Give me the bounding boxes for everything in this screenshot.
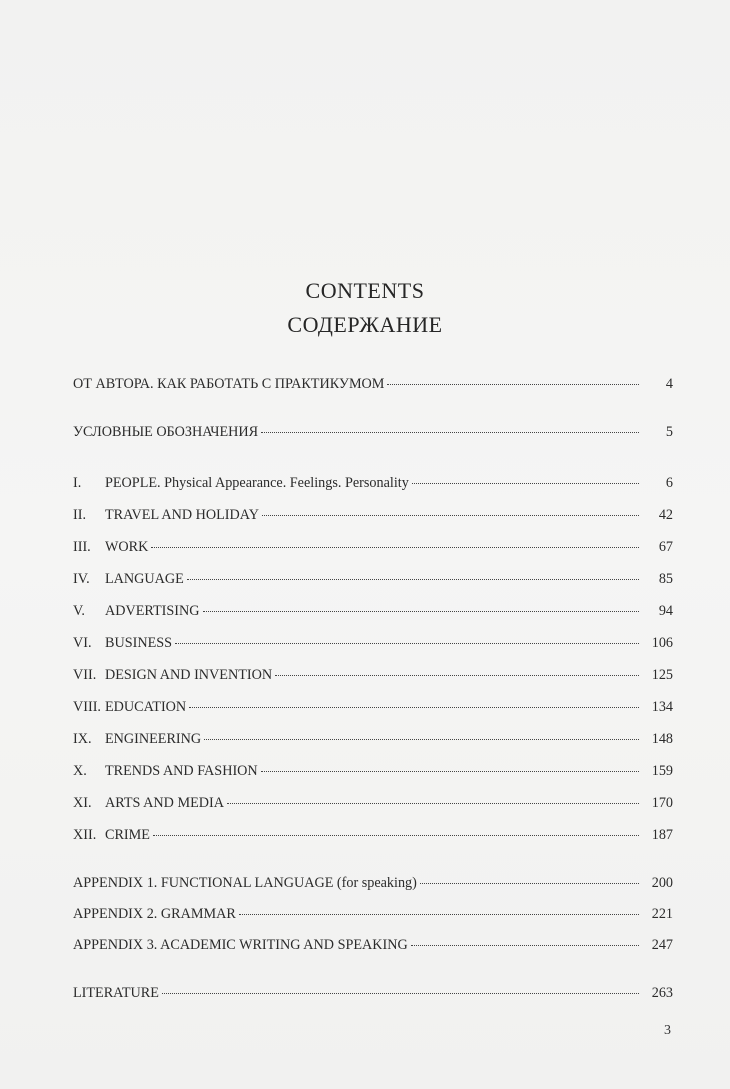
toc-entry-title: EDUCATION [105,699,187,715]
dot-leader [261,432,639,433]
toc-entry-number: IV. [73,571,90,587]
dot-leader [275,675,639,676]
page-number: 3 [664,1023,671,1038]
toc-entry [73,906,673,928]
toc-entry-page: 187 [651,827,673,843]
dot-leader [239,914,639,915]
dot-leader [227,803,639,804]
toc-entry [73,603,673,625]
toc-entry [73,937,673,959]
toc-entry-number: V. [73,603,85,619]
toc-entry-number: XII. [73,827,97,843]
dot-leader [204,739,639,740]
toc-entry-title: TRAVEL AND HOLIDAY [105,507,259,523]
toc-entry-page: 200 [651,875,673,891]
toc-entry-title: PEOPLE. Physical Appearance. Feelings. Personality [105,475,409,491]
toc-entry [73,424,673,446]
toc-entry-title: LANGUAGE [105,571,184,587]
toc-entry-page: 42 [658,507,673,523]
dot-leader [411,945,639,946]
toc-entry-page: 67 [658,539,673,555]
toc-entry-number: VII. [73,667,97,683]
toc-entry-title: ENGINEERING [105,731,202,747]
dot-leader [153,835,639,836]
toc-entry [73,539,673,561]
toc-entry-number: I. [73,475,82,491]
toc-entry-page: 6 [665,475,673,491]
toc-entry-title: BUSINESS [105,635,173,651]
toc-entry-number: II. [73,507,86,523]
toc-entry [73,763,673,785]
toc-entry [73,667,673,689]
toc-entry [73,571,673,593]
toc-entry-number: IX. [73,731,92,747]
toc-entry-title: УСЛОВНЫЕ ОБОЗНАЧЕНИЯ [73,424,259,440]
toc-entry [73,731,673,753]
dot-leader [261,771,639,772]
dot-leader [412,483,639,484]
dot-leader [262,515,639,516]
dot-leader [162,993,639,994]
toc-entry [73,507,673,529]
toc-entry-title: LITERATURE [73,985,159,1001]
contents-heading-en: CONTENTS [305,278,425,303]
toc-entry-title: CRIME [105,827,150,843]
toc-entry-title: ОТ АВТОРА. КАК РАБОТАТЬ С ПРАКТИКУМОМ [73,376,385,392]
toc-entry-title: WORK [105,539,149,555]
toc-entry-page: 125 [651,667,673,683]
toc-entry-page: 159 [651,763,673,779]
toc-entry [73,827,673,849]
toc-entry-title: APPENDIX 1. FUNCTIONAL LANGUAGE (for speaking) [73,875,417,891]
toc-entry-page: 94 [658,603,673,619]
toc-entry-number: X. [73,763,87,779]
toc-entry-number: XI. [73,795,92,811]
dot-leader [187,579,639,580]
toc-entry-page: 106 [651,635,673,651]
toc-entry [73,875,673,897]
dot-leader [175,643,639,644]
toc-entry [73,985,673,1007]
dot-leader [189,707,639,708]
toc-entry-page: 247 [651,937,673,953]
toc-entry-page: 5 [665,424,673,440]
dot-leader [387,384,639,385]
toc-entry [73,699,673,721]
dot-leader [420,883,639,884]
toc-entry [73,376,673,398]
toc-entry-title: DESIGN AND INVENTION [105,667,273,683]
toc-entry-page: 263 [651,985,673,1001]
dot-leader [151,547,639,548]
toc-entry-page: 4 [665,376,673,392]
toc-entry-title: APPENDIX 2. GRAMMAR [73,906,236,922]
toc-entry-title: TRENDS AND FASHION [105,763,258,779]
toc-entry [73,635,673,657]
toc-entry-page: 134 [651,699,673,715]
toc-entry-number: VIII. [73,699,101,715]
contents-heading-ru: СОДЕРЖАНИЕ [287,312,443,337]
toc-entry-page: 85 [658,571,673,587]
toc-entry-title: ADVERTISING [105,603,200,619]
toc-entry-title: APPENDIX 3. ACADEMIC WRITING AND SPEAKING [73,937,408,953]
toc-entry-page: 170 [651,795,673,811]
toc-entry-number: III. [73,539,91,555]
toc-entry-title: ARTS AND MEDIA [105,795,224,811]
toc-entry [73,795,673,817]
toc-entry-number: VI. [73,635,92,651]
toc-entry-page: 148 [651,731,673,747]
dot-leader [203,611,639,612]
toc-entry-page: 221 [651,906,673,922]
toc-entry [73,475,673,497]
